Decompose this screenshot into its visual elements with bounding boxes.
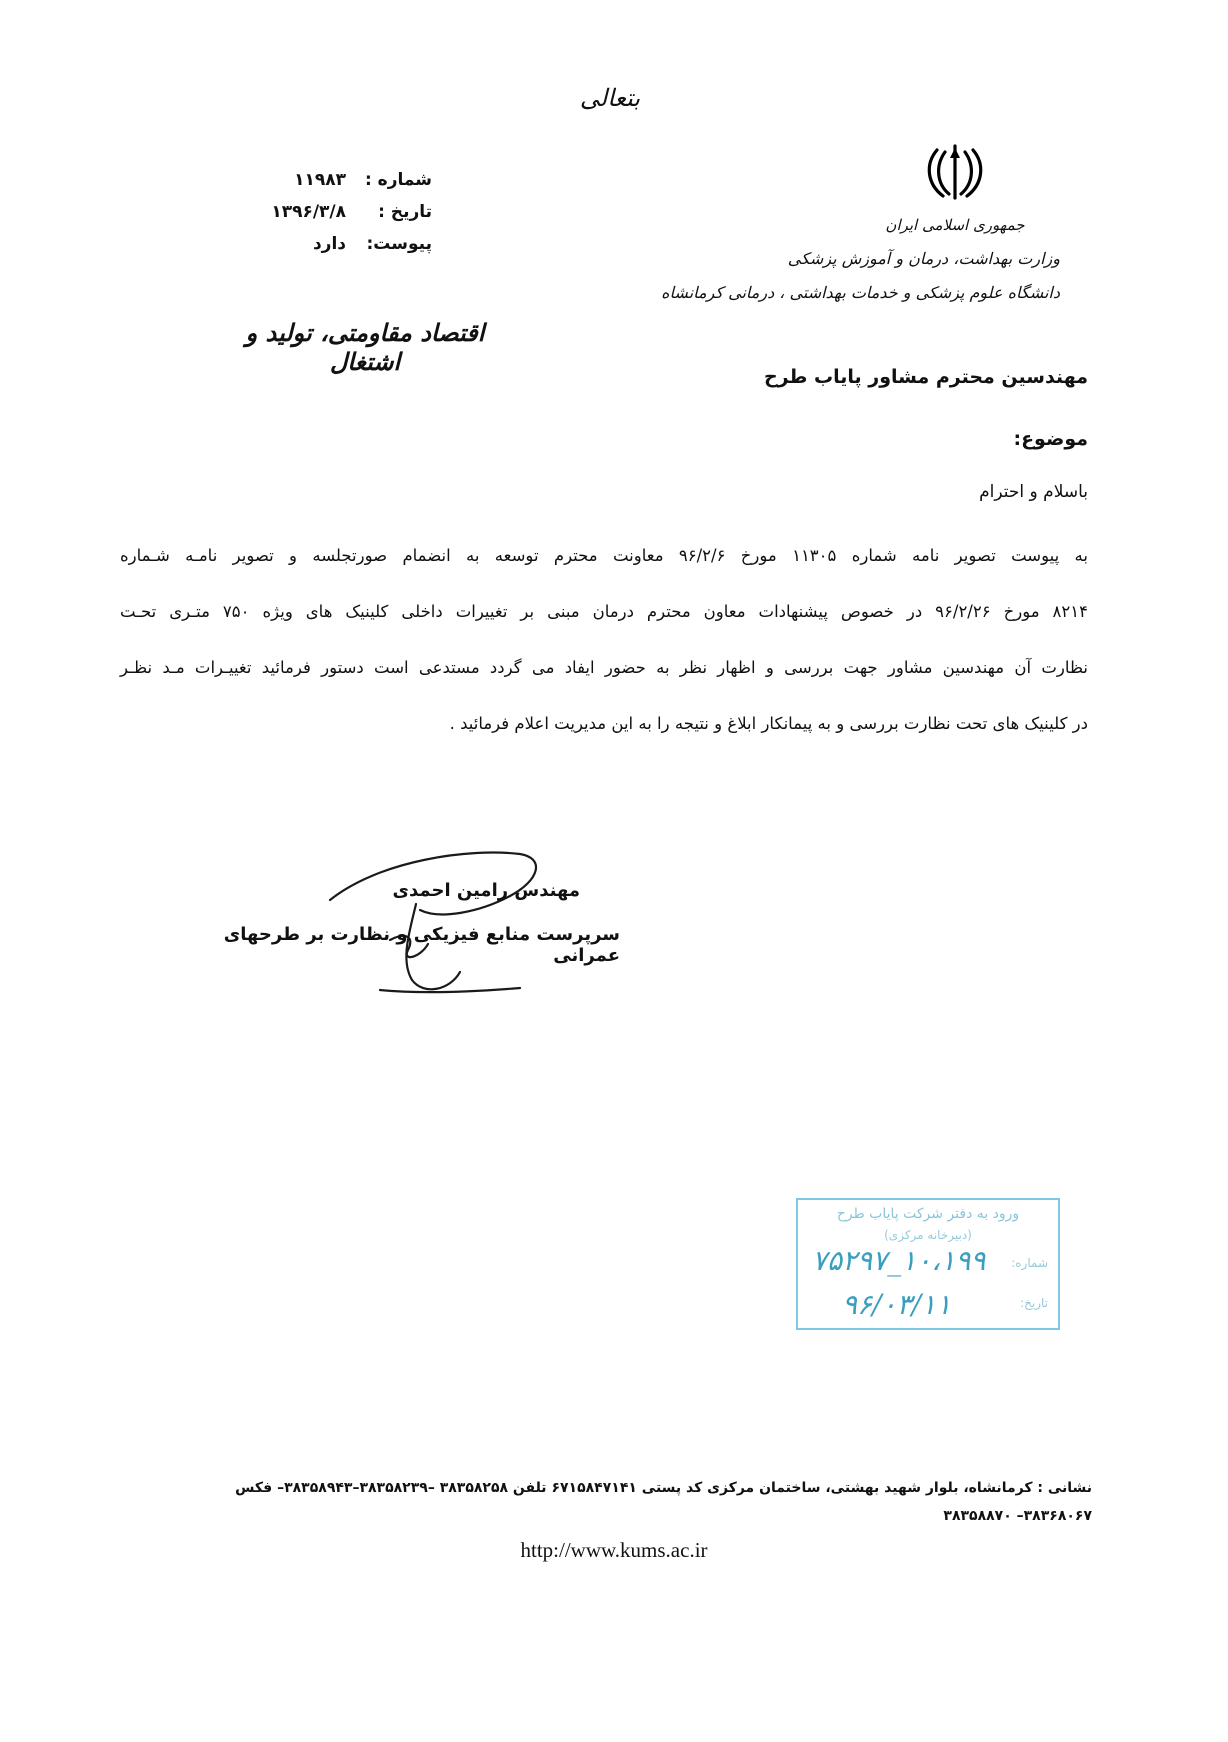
- stamp-title: ورود به دفتر شرکت پایاب طرح: [836, 1206, 1020, 1222]
- letter-meta: [232, 164, 432, 260]
- university-name: دانشگاه علوم پزشکی و خدمات بهداشتی ، درمانی کرمانشاه: [661, 283, 1060, 302]
- letter-attachment-row: [232, 228, 432, 260]
- letter-attachment-value: دارد: [312, 234, 346, 254]
- organization-header: [661, 140, 1060, 310]
- letter-date-label: تاریخ :: [378, 202, 432, 222]
- basmala-heading: بتعالی: [579, 84, 641, 112]
- letter-number-value: ۱۱۹۸۳: [294, 170, 346, 190]
- body-line: ۸۲۱۴ مورخ ۹۶/۲/۲۶ در خصوص پیشنهادات معاون محترم درمان مبنی بر تغییرات داخلی کلینیک های ویژه ۷۵۰ متـری تحـت: [120, 602, 1088, 621]
- body-line: به پیوست تصویر نامه شماره ۱۱۳۰۵ مورخ ۹۶/۲/۶ معاونت محترم توسعه به انضمام صورتجلسه و تصویر نامـه شـماره: [120, 546, 1088, 565]
- slogan: اقتصاد مقاومتی، تولید و اشتغال: [245, 318, 485, 376]
- ministry-name: وزارت بهداشت، درمان و آموزش پزشکی: [787, 249, 1060, 268]
- subject-label: موضوع:: [1013, 428, 1088, 450]
- letter-body: [120, 528, 1088, 752]
- received-stamp: [796, 1198, 1060, 1330]
- stamp-subtitle: (دبیرخانه مرکزی): [884, 1228, 972, 1242]
- country-name: جمهوری اسلامی ایران: [885, 216, 1025, 234]
- stamp-number-value: ۱۰،۱۹۹_۷۵۲۹۷: [812, 1244, 986, 1277]
- letter-attachment-label: پیوست:: [366, 234, 432, 254]
- stamp-number-label: شماره:: [1011, 1256, 1048, 1270]
- letter-date-row: [232, 196, 432, 228]
- body-line: در کلینیک های تحت نظارت بررسی و به پیمانکار ابلاغ و نتیجه را به این مدیریت اعلام فرمائید .: [449, 714, 1088, 733]
- letter-date-value: ۱۳۹۶/۳/۸: [271, 202, 346, 222]
- stamp-date-value: ۹۶/۰۳/۱۱: [842, 1288, 952, 1321]
- iran-emblem-icon: [923, 140, 987, 204]
- signer-name: مهندس رامین احمدی: [392, 880, 580, 901]
- footer-website-link[interactable]: http://www.kums.ac.ir: [520, 1538, 708, 1562]
- footer-address: نشانی : کرمانشاه، بلوار شهید بهشتی، ساختمان مرکزی کد پستی ۶۷۱۵۸۴۷۱۴۱ تلفن ۳۸۳۵۸۲۵۸ –۳۸۳۵۸۲۳۹–۳۸۳۵۸۹۴۳– فکس ۳۸۳۶۸۰۶۷– ۳۸۳۵۸۸۷۰: [235, 1480, 1092, 1524]
- letter-number-label: شماره :: [364, 170, 432, 190]
- signer-title: سرپرست منابع فیزیکی و نظارت بر طرحهای عمرانی: [223, 924, 620, 966]
- body-line: نظارت آن مهندسین مشاور جهت بررسی و اظهار نظر به حضور ایفاد می گردد مستدعی است دستور فرمائید تغییـرات مـد نظـر: [120, 658, 1088, 677]
- letter-number-row: [232, 164, 432, 196]
- stamp-date-label: تاریخ:: [1020, 1296, 1048, 1310]
- recipient: مهندسین محترم مشاور پایاب طرح: [763, 366, 1088, 388]
- greeting: باسلام و احترام: [979, 482, 1088, 502]
